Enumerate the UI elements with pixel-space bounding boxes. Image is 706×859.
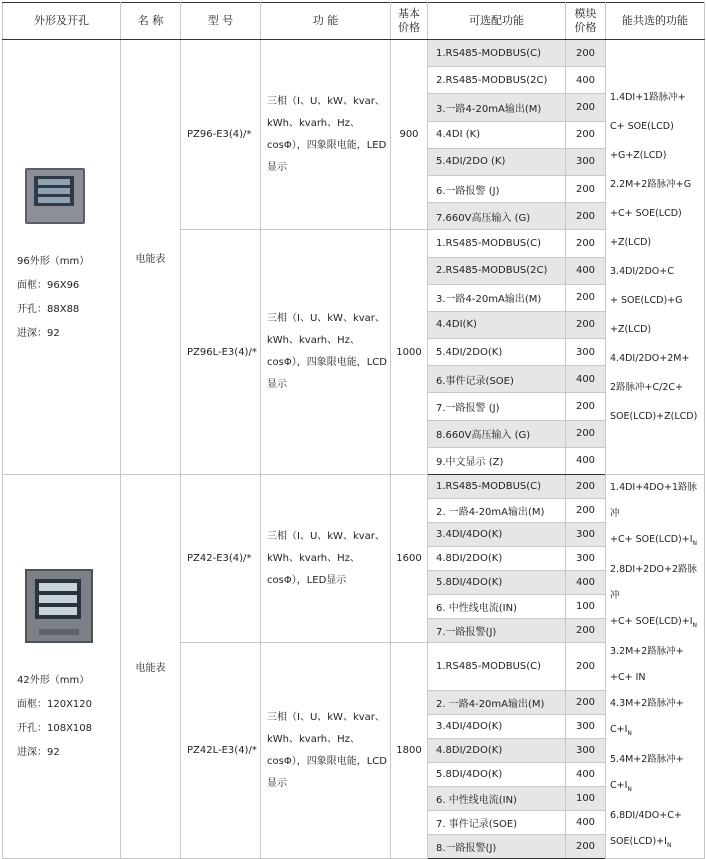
- option-cell: 2. 一路4-20mA输出(M): [428, 499, 566, 523]
- combo-line: $+C+ SOE(LCD)+I_N$: [610, 534, 697, 547]
- combo-line: 6.8DI/4DO+C+: [610, 809, 682, 821]
- shape-line: 42外形（mm）: [17, 674, 90, 686]
- option-price-cell: 300: [566, 148, 606, 175]
- option-price-cell: 400: [566, 447, 606, 474]
- product-name: 电能表: [121, 475, 181, 859]
- combo-line: 2路脉冲+C/2C+: [610, 382, 683, 393]
- option-row: [3, 40, 705, 67]
- option-cell: 7.一路报警 (J): [428, 393, 566, 420]
- combo-line: + SOE(LCD)+G: [610, 295, 683, 306]
- base-price-cell: 1800: [391, 643, 428, 859]
- header-options: 可选配功能: [428, 3, 566, 40]
- option-price-cell: 300: [566, 523, 606, 547]
- option-cell: 1.RS485-MODBUS(C): [428, 40, 566, 67]
- combo-line: $+C+ SOE(LCD)+I_N$: [610, 615, 697, 629]
- combo-line: 3.4DI/2DO+C: [610, 266, 674, 277]
- option-cell: 4.4DI(K): [428, 311, 566, 338]
- option-price-cell: 200: [566, 311, 606, 338]
- func-cell: 三相（I、U、kW、kvar、kWh、kvarh、Hz、cosΦ），四象限电能，LED显示: [261, 40, 391, 230]
- combo-line: 2.2M+2路脉冲+G: [610, 179, 692, 190]
- option-cell: 1.RS485-MODBUS(C): [428, 475, 566, 499]
- option-cell: 1.RS485-MODBUS(C): [428, 230, 566, 257]
- option-price-cell: 200: [566, 203, 606, 230]
- header-module-price: 模块 价格: [566, 3, 606, 40]
- header-model: 型 号: [181, 3, 261, 40]
- combo-line: +Z(LCD): [610, 324, 652, 335]
- option-cell: 3.4DI/4DO(K): [428, 715, 566, 739]
- combo-line: +C+ SOE(LCD): [610, 208, 682, 219]
- option-row: [3, 475, 705, 499]
- combo-line: $C+I_N$: [610, 779, 632, 793]
- shape-line: 96外形（mm）: [17, 256, 90, 267]
- price-table: [2, 2, 705, 859]
- model-cell: PZ42L-E3(4)/*: [181, 643, 261, 859]
- func-cell: 三相（I、U、kW、kvar、kWh、kvarh、Hz、cosΦ），四象限电能，LCD显示: [261, 643, 391, 859]
- option-cell: 7. 事件记录(SOE): [428, 811, 566, 835]
- option-price-cell: 200: [566, 393, 606, 420]
- combo-cell: [606, 475, 705, 859]
- option-cell: 3.一路4-20mA输出(M): [428, 94, 566, 121]
- option-price-cell: 400: [566, 811, 606, 835]
- meter-image: [25, 168, 85, 224]
- option-price-cell: 400: [566, 366, 606, 393]
- combo-line: 1.4DI+4DO+1路脉冲: [610, 482, 698, 519]
- shape-cell: [3, 40, 121, 475]
- option-price-cell: 300: [566, 547, 606, 571]
- combo-line: $SOE(LCD)+I_N$: [610, 835, 672, 849]
- shape-cell: [3, 475, 121, 859]
- option-price-cell: 200: [566, 835, 606, 859]
- combo-line: 3.2M+2路脉冲+: [610, 645, 684, 657]
- option-cell: 8.660V高压输入 (G): [428, 420, 566, 447]
- shape-line: 面框：120X120: [17, 698, 93, 710]
- option-cell: 6. 中性线电流(IN): [428, 787, 566, 811]
- option-price-cell: 400: [566, 257, 606, 284]
- option-cell: 7.660V高压输入 (G): [428, 203, 566, 230]
- combo-cell: [606, 40, 705, 475]
- combo-line: 4.4DI/2DO+2M+: [610, 353, 690, 364]
- combo-line: $C+I_N$: [610, 723, 632, 737]
- option-price-cell: 200: [566, 420, 606, 447]
- option-cell: 4.4DI (K): [428, 121, 566, 148]
- shape-line: 进深：92: [17, 328, 60, 339]
- option-cell: 6. 中性线电流(IN): [428, 595, 566, 619]
- base-price-cell: 900: [391, 40, 428, 230]
- shape-line: 进深：92: [17, 746, 60, 758]
- meter-image: [25, 569, 93, 643]
- option-price-cell: 400: [566, 763, 606, 787]
- option-cell: 8.一路报警(J): [428, 835, 566, 859]
- combo-line: +Z(LCD): [610, 237, 652, 248]
- option-cell: 4.8DI/2DO(K): [428, 547, 566, 571]
- combo-line: +C+ IN: [610, 671, 646, 683]
- option-cell: 2.RS485-MODBUS(2C): [428, 257, 566, 284]
- option-cell: 3.一路4-20mA输出(M): [428, 284, 566, 311]
- option-price-cell: 200: [566, 499, 606, 523]
- option-price-cell: 200: [566, 475, 606, 499]
- combo-line: SOE(LCD)+Z(LCD): [610, 411, 698, 422]
- func-cell: 三相（I、U、kW、kvar、kWh、kvarh、Hz、cosΦ），四象限电能，LCD显示: [261, 230, 391, 475]
- option-cell: 5.4DI/2DO(K): [428, 339, 566, 366]
- model-cell: PZ96L-E3(4)/*: [181, 230, 261, 475]
- shape-line: 开孔：88X88: [17, 304, 80, 315]
- header-row: [3, 3, 705, 40]
- model-cell: PZ42-E3(4)/*: [181, 475, 261, 643]
- option-price-cell: 300: [566, 715, 606, 739]
- option-cell: 5.8DI/4DO(K): [428, 763, 566, 787]
- option-cell: 7.一路报警(J): [428, 619, 566, 643]
- option-cell: 1.RS485-MODBUS(C): [428, 643, 566, 691]
- option-cell: 2. 一路4-20mA输出(M): [428, 691, 566, 715]
- model-cell: PZ96-E3(4)/*: [181, 40, 261, 230]
- base-price-cell: 1000: [391, 230, 428, 475]
- option-price-cell: 200: [566, 643, 606, 691]
- option-cell: 2.RS485-MODBUS(2C): [428, 67, 566, 94]
- combo-line: +G+Z(LCD): [610, 150, 667, 161]
- combo-line: 1.4DI+1路脉冲+: [610, 92, 686, 103]
- header-shape: 外形及开孔: [3, 3, 121, 40]
- combo-line: 5.4M+2路脉冲+: [610, 753, 684, 765]
- option-price-cell: 200: [566, 230, 606, 257]
- option-cell: 6.事件记录(SOE): [428, 366, 566, 393]
- option-price-cell: 400: [566, 571, 606, 595]
- option-price-cell: 200: [566, 40, 606, 67]
- combo-line: 2.8DI+2DO+2路脉冲: [610, 563, 698, 601]
- option-price-cell: 200: [566, 619, 606, 643]
- option-price-cell: 300: [566, 739, 606, 763]
- combo-line: 4.3M+2路脉冲+: [610, 697, 684, 709]
- header-base-price: 基本 价格: [391, 3, 428, 40]
- option-price-cell: 200: [566, 284, 606, 311]
- option-price-cell: 100: [566, 595, 606, 619]
- option-cell: 5.8DI/4DO(K): [428, 571, 566, 595]
- option-cell: 4.8DI/2DO(K): [428, 739, 566, 763]
- func-cell: 三相（I、U、kW、kvar、kWh、kvarh、Hz、cosΦ），LED显示: [261, 475, 391, 643]
- option-price-cell: 200: [566, 691, 606, 715]
- base-price-cell: 1600: [391, 475, 428, 643]
- option-price-cell: 100: [566, 787, 606, 811]
- option-price-cell: 200: [566, 121, 606, 148]
- option-price-cell: 200: [566, 175, 606, 202]
- option-cell: 5.4DI/2DO (K): [428, 148, 566, 175]
- shape-line: 面框：96X96: [17, 280, 80, 291]
- option-cell: 9.中文显示 (Z): [428, 447, 566, 474]
- option-price-cell: 400: [566, 67, 606, 94]
- option-cell: 3.4DI/4DO(K): [428, 523, 566, 547]
- option-price-cell: 200: [566, 94, 606, 121]
- header-func: 功 能: [261, 3, 391, 40]
- header-name: 名 称: [121, 3, 181, 40]
- combo-line: C+ SOE(LCD): [610, 121, 674, 132]
- option-price-cell: 300: [566, 339, 606, 366]
- header-combos: 能共选的功能: [606, 3, 705, 40]
- shape-line: 开孔：108X108: [17, 722, 93, 734]
- product-name: 电能表: [121, 40, 181, 475]
- option-cell: 6.一路报警 (J): [428, 175, 566, 202]
